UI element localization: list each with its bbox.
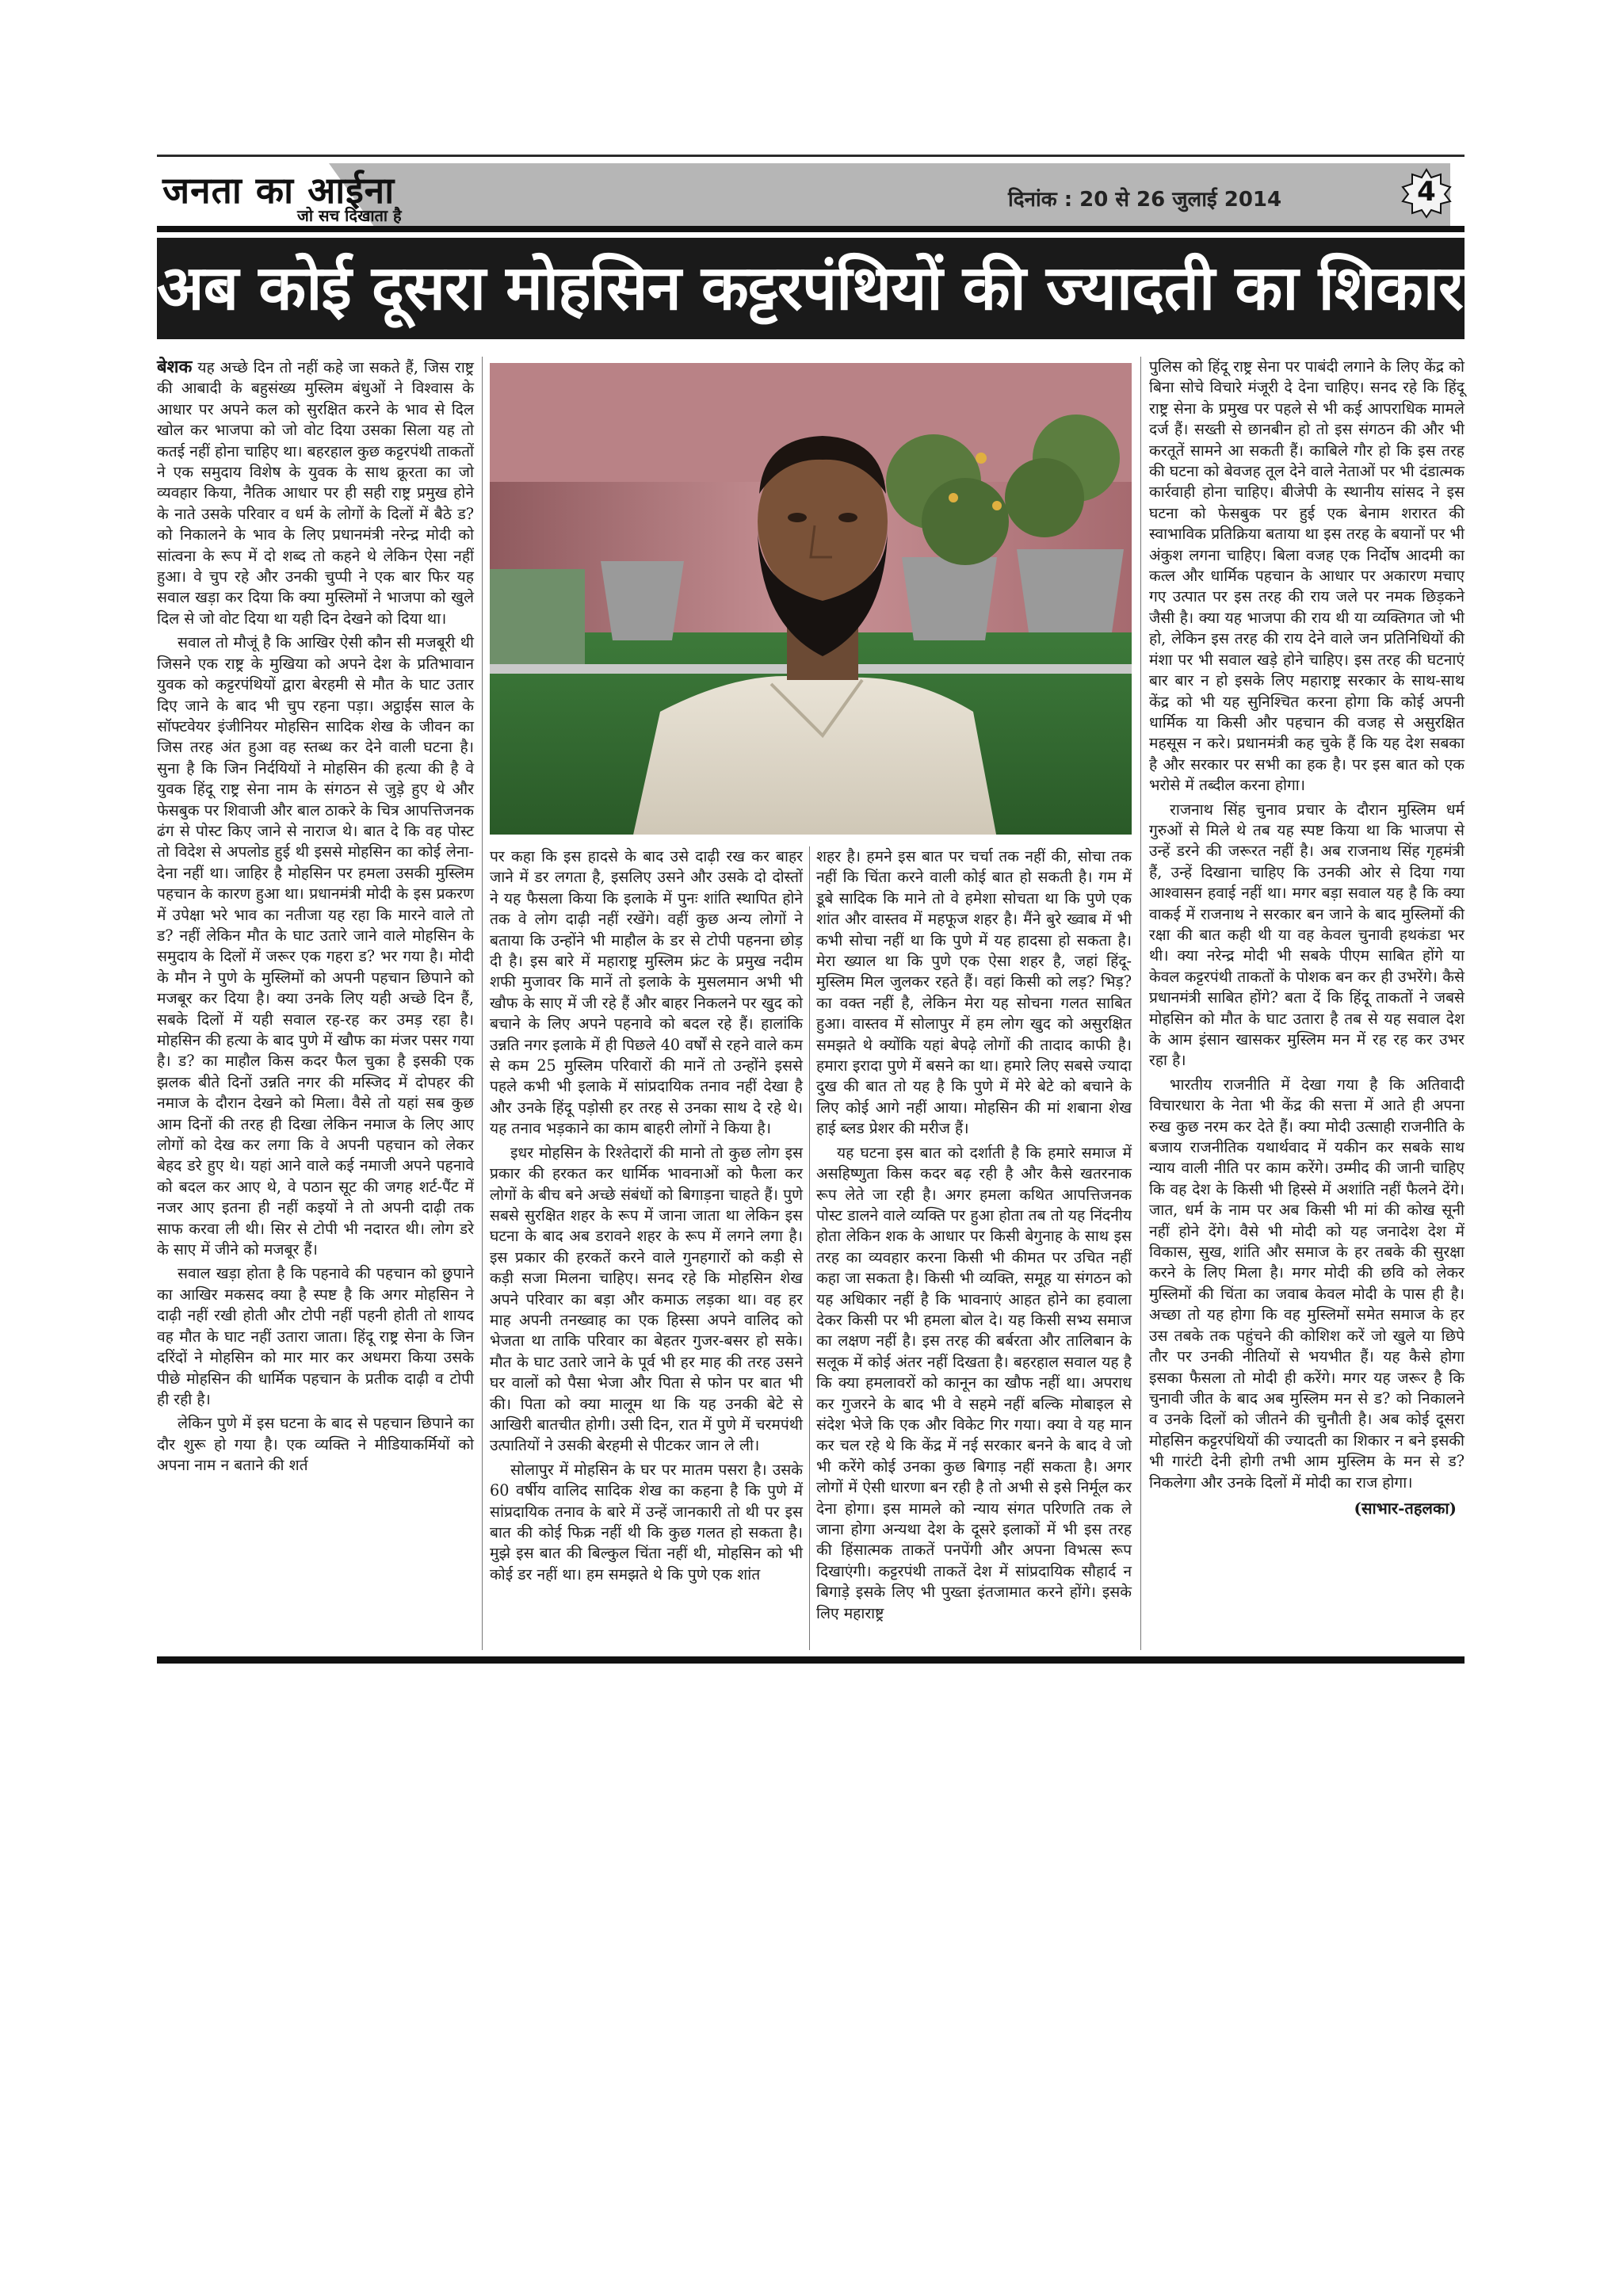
paragraph <box>157 357 474 629</box>
column-divider <box>482 357 483 1650</box>
paragraph: राजनाथ सिंह चुनाव प्रचार के दौरान मुस्लिम धर्म गुरुओं से मिले थे तब यह स्पष्ट किया था कि भाजपा से उन्हें डरने की जरूरत नहीं है। अब राजनाथ सिंह गृहमंत्री हैं, उन्हें दिखाना चाहिए कि उनकी ओर से दिया गया आश्वासन हवाई नहीं था। मगर बड़ा सवाल यह है कि क्या वाकई में राजनाथ ने सरकार बन जाने के बाद मुस्लिमों की रक्षा की बात कही थी या वह केवल चुनावी हथकंडा भर थी। क्या नरेन्द्र मोदी भी सबके पीएम साबित होंगे या केवल कट्टरपंथी ताकतों के पोशक बन कर ही उभरेंगे। कैसे प्रधानमंत्री साबित होंगे? बता दें कि हिंदू ताकतों ने जबसे मोहसिन को मौत के घाट उतारा है तब से यह सवाल देश के आम इंसान खासकर मुस्लिम मन में रह रह कर उभर रहा है। <box>1149 800 1465 1070</box>
paragraph: सवाल खड़ा होता है कि पहनावे की पहचान को छुपाने का आखिर मकसद क्या है स्पष्ट है कि अगर मोहसिन ने दाढ़ी नहीं रखी होती और टोपी नहीं पहनी होती तो शायद वह मौत के घाट नहीं उतारा जाता। हिंदू राष्ट्र सेना के जिन दरिंदों ने मोहसिन को मार मार कर अधमरा किया उसके पीछे मोहसिन की धार्मिक पहचान के प्रतीक दाढ़ी व टोपी ही रही है। <box>157 1264 474 1408</box>
article-column-1 <box>157 357 474 1480</box>
masthead-title: जनता का आईना <box>162 169 395 212</box>
lead-word: बेशक <box>157 357 193 377</box>
page-number-badge <box>1401 168 1452 219</box>
masthead-tagline: जो सच दिखाता है <box>297 206 402 225</box>
column-divider <box>1140 357 1141 1650</box>
paragraph: भारतीय राजनीति में देखा गया है कि अतिवादी विचारधारा के नेता भी केंद्र की सत्ता में आते ही अपना रुख कुछ नरम कर देते हैं। क्या मोदी उत्साही राजनीति के बजाय राजनीतिक यथार्थवाद में यकीन कर सबके साथ न्याय वाली नीति पर काम करेंगे। उम्मीद की जानी चाहिए कि वह देश के किसी भी हिस्से में अशांति नहीं फैलने देंगे। जात, धर्म के नाम पर अब किसी भी मां की कोख सूनी नहीं होने देंगे। वैसे भी मोदी को यह जनादेश देश में विकास, सुख, शांति और समाज के हर तबके की सुरक्षा करने के लिए मिला है। मगर मोदी की छवि को लेकर मुस्लिमों की चिंता का जवाब केवल मोदी के पास ही है। अच्छा तो यह होगा कि वह मुस्लिमों समेत समाज के हर उस तबके तक पहुंचने की कोशिश करें जो खुले या छिपे तौर पर उनकी नीतियों से भयभीत हैं। यह कैसे होगा इसका फैसला तो मोदी ही करेंगे। मगर यह जरूर है कि चुनावी जीत के बाद अब मुस्लिम मन से ड? को निकालने व उनके दिलों को जीतने की चुनौती है। अब कोई दूसरा मोहसिन कट्टरपंथियों की ज्यादती का शिकार न बने इसकी भी गारंटी देनी होगी तभी आम मुस्लिम के मन से ड? निकलेगा और उनके दिलों में मोदी का राज होगा। <box>1149 1075 1465 1492</box>
header-rule <box>157 226 1465 232</box>
paragraph: इधर मोहसिन के रिश्तेदारों की मानो तो कुछ लोग इस प्रकार की हरकत कर धार्मिक भावनाओं को फैला कर लोगों के बीच बने अच्छे संबंधों को बिगाड़ना चाहते हैं। पुणे सबसे सुरक्षित शहर के रूप में जाना जाता था लेकिन इस घटना के बाद अब डरावने शहर के रूप में लगने लगा है। इस प्रकार की हरकतें करने वाले गुनहगारों को कड़ी से कड़ी सजा मिलना चाहिए। सनद रहे कि मोहसिन शेख अपने परिवार का बड़ा और कमाऊ लड़का था। वह हर माह अपनी तनख्वाह का एक हिस्सा अपने वालिद को भेजता था ताकि परिवार का बेहतर गुजर-बसर हो सके। मौत के घाट उतारे जाने के पूर्व भी हर माह की तरह उसने घर वालों को पैसा भेजा और पिता से फोन पर बात भी की। पिता को क्या मालूम था कि यह उनकी बेटे से आखिरी बातचीत होगी। उसी दिन, रात में पुणे में चरमपंथी उत्पातियों ने उसकी बेरहमी से पीटकर जान ले ली। <box>490 1143 803 1455</box>
page-number: 4 <box>1417 176 1436 208</box>
portrait-photo <box>490 363 1132 835</box>
article-column-3 <box>816 846 1132 1627</box>
photo-image <box>490 363 1132 835</box>
article-column-4 <box>1149 357 1465 1519</box>
article-column-2 <box>490 846 803 1588</box>
masthead <box>162 165 402 225</box>
paragraph-text: यह अच्छे दिन तो नहीं कहे जा सकते हैं, जिस राष्ट्र की आबादी के बहुसंख्य मुस्लिम बंधुओं ने विश्वास के आधार पर अपने कल को सुरक्षित करने के भाव से दिल खोल कर भाजपा को जो वोट दिया उसका सिला यह तो कतई नहीं होना चाहिए था। बहरहाल कुछ कट्टरपंथी ताकतों ने एक समुदाय विशेष के युवक के साथ क्रूरता का जो व्यवहार किया, नैतिक आधार पर ही सही राष्ट्र प्रमुख होने के नाते उसके परिवार व धर्म के लोगों के दिलों में बैठे ड? को निकालने के भाव के लिए प्रधानमंत्री नरेन्द्र मोदी को सांत्वना के रूप में दो शब्द तो कहने थे लेकिन ऐसा नहीं हुआ। वे चुप रहे और उनकी चुप्पी ने एक बार फिर यह सवाल खड़ा कर दिया कि क्या मुस्लिमों ने भाजपा को खुले दिल से जो वोट दिया था यही दिन देखने को दिया था। <box>157 358 474 628</box>
headline: अब कोई दूसरा मोहसिन कट्टरपंथियों की ज्यादती का शिकार न बने <box>157 253 1606 324</box>
source-credit: (साभार-तहलका) <box>1354 1498 1457 1518</box>
top-rule <box>157 155 1465 157</box>
issue-date: दिनांक : 20 से 26 जुलाई 2014 <box>1008 188 1282 212</box>
header-band <box>376 163 1450 230</box>
paragraph: यह घटना इस बात को दर्शाती है कि हमारे समाज में असहिष्णुता किस कदर बढ़ रही है और कैसे खतरनाक रूप लेते जा रही है। अगर हमला कथित आपत्तिजनक पोस्ट डालने वाले व्यक्ति पर हुआ होता तब तो यह निंदनीय होता लेकिन शक के आधार पर किसी बेगुनाह के साथ इस तरह का व्यवहार करना किसी भी कीमत पर उचित नहीं कहा जा सकता है। किसी भी व्यक्ति, समूह या संगठन को यह अधिकार नहीं है कि भावनाएं आहत होने का हवाला देकर किसी पर भी हमला बोल दे। यह किसी सभ्य समाज का लक्षण नहीं है। इस तरह की बर्बरता और तालिबान के सलूक में कोई अंतर नहीं दिखता है। बहरहाल सवाल यह है कि क्या हमलावरों को कानून का खौफ नहीं था। अपराध कर गुजरने के बाद भी वे सहमे नहीं बल्कि मोबाइल से संदेश भेजे कि एक और विकेट गिर गया। क्या वे यह मान कर चल रहे थे कि केंद्र में नई सरकार बनने के बाद वे जो भी करेंगे कोई उनका कुछ बिगाड़ नहीं सकता है। अगर लोगों में ऐसी धारणा बन रही है तो अभी से इसे निर्मूल कर देना होगा। इस मामले को न्याय संगत परिणति तक ले जाना होगा अन्यथा देश के दूसरे इलाकों में भी इस तरह की हिंसात्मक ताकतें पनपेंगी और अपना विभत्स रूप दिखाएंगी। कट्टरपंथी ताकतें देश में सांप्रदायिक सौहार्द न बिगाड़े इसके लिए भी पुख्ता इंतजामात करने होंगे। इसके लिए महाराष्ट्र <box>816 1143 1132 1622</box>
paragraph: सोलापुर में मोहसिन के घर पर मातम पसरा है। उसके 60 वर्षीय वालिद सादिक शेख का कहना है कि पुणे में सांप्रदायिक तनाव के बारे में उन्हें जानकारी तो थी पर इस बात की कोई फिक्र नहीं थी कि कुछ गलत हो सकता है। मुझे इस बात की बिल्कुल चिंता नहीं थी, मोहसिन को भी कोई डर नहीं था। हम समझते थे कि पुणे एक शांत <box>490 1460 803 1584</box>
paragraph: लेकिन पुणे में इस घटना के बाद से पहचान छिपाने का दौर शुरू हो गया है। एक व्यक्ति ने मीडियाकर्मियों को अपना नाम न बताने की शर्त <box>157 1414 474 1475</box>
paragraph: सवाल तो मौजूं है कि आखिर ऐसी कौन सी मजबूरी थी जिसने एक राष्ट्र के मुखिया को अपने देश के प्रतिभावान युवक को कट्टरपंथियों द्वारा बेरहमी से मौत के घाट उतार दिए जाने के बाद भी चुप रहना पड़ा। अट्ठाईस साल के सॉफ्टवेयर इंजीनियर मोहसिन सादिक शेख के जीवन का जिस तरह अंत हुआ वह स्तब्ध कर देने वाली घटना है। सुना है कि जिन निर्दयियों ने मोहसिन की हत्या की है वे युवक हिंदू राष्ट्र सेना नाम के संगठन से जुड़े हुए थे और फेसबुक पर शिवाजी और बाल ठाकरे के चित्र आपत्तिजनक ढंग से पोस्ट किए जाने से नाराज थे। बात दे कि वह पोस्ट तो विदेश से अपलोड हुई थी इससे मोहसिन का कोई लेना-देना नहीं था। जाहिर है मोहसिन पर हमला उसकी मुस्लिम पहचान के कारण हुआ था। प्रधानमंत्री मोदी के इस प्रकरण में उपेक्षा भरे भाव का नतीजा यह रहा कि मारने वाले तो ड? नहीं लेकिन मौत के घाट उतारे जाने वाले मोहसिन के समुदाय के दिलों में जरूर एक गहरा ड? भर गया है। मोदी के मौन ने पुणे के मुस्लिमों को अपनी पहचान छिपाने को मजबूर कर दिया है। क्या उनके लिए यही अच्छे दिन हैं, सबके दिलों में यही सवाल रह-रह कर उमड़ रहा है। मोहसिन की हत्या के बाद पुणे में खौफ का मंजर पसर गया है। ड? का माहौल किस कदर फैल चुका है इसकी एक झलक बीते दिनों उन्नति नगर की मस्जिद में दोपहर की नमाज के दौरान देखने को मिला। वैसे तो यहां सब कुछ आम दिनों की तरह ही दिखा लेकिन नमाज के लिए आए लोगों को देख कर लगा कि वे अपनी पहचान को लेकर बेहद डरे हुए थे। यहां आने वाले कई नमाजी अपने पहनावे को बदल कर आए थे, वे पठान सूट की जगह शर्ट-पैंट में नजर आए इतना ही नहीं कइयों ने तो अपनी दाढ़ी तक साफ करवा ली थी। सिर से टोपी भी नदारत थी। लोग डरे के साए में जीने को मजबूर हैं। <box>157 633 474 1259</box>
paragraph: शहर है। हमने इस बात पर चर्चा तक नहीं की, सोचा तक नहीं कि चिंता करने वाली कोई बात हो सकती है। गम में डूबे सादिक कि माने तो वे हमेशा सोचता था कि पुणे एक शांत और वास्तव में महफूज शहर है। मैंने बुरे ख्वाब में भी कभी सोचा नहीं था कि पुणे में यह हादसा हो सकता है। मेरा ख्याल था कि पुणे एक ऐसा शहर है, जहां हिंदू-मुस्लिम मिल जुलकर रहते हैं। वहां किसी को लड़? भिड़? का वक्त नहीं है, लेकिन मेरा यह सोचना गलत साबित हुआ। वास्तव में सोलापुर में हम लोग खुद को असुरक्षित समझते थे क्योंकि यहां बेपढ़े लोगों की तादाद काफी है। हमारा इरादा पुणे में बसने का था। हमारे लिए सबसे ज्यादा दुख की बात तो यह है कि पुणे में मेरे बेटे को बचाने के लिए कोई आगे नहीं आया। मोहसिन की मां शबाना शेख हाई ब्लड प्रेशर की मरीज हैं। <box>816 847 1132 1138</box>
column-divider <box>809 846 810 1650</box>
bottom-rule <box>157 1656 1465 1664</box>
headline-banner <box>157 238 1606 339</box>
paragraph: पर कहा कि इस हादसे के बाद उसे दाढ़ी रख कर बाहर जाने में डर लगता है, इसलिए उसने और उसके दो दोस्तों ने यह फैसला किया कि इलाके में पुनः शांति स्थापित होने तक वे लोग दाढ़ी नहीं रखेंगे। वहीं कुछ अन्य लोगों ने बताया कि उन्होंने भी माहौल के डर से टोपी पहनना छोड़ दी है। इस बारे में महाराष्ट्र मुस्लिम फ्रंट के प्रमुख नदीम शफी मुजावर कि मानें तो इलाके के मुसलमान अभी भी खौफ के साए में जी रहे हैं और बाहर निकलने पर खुद को बचाने के लिए अपने पहनावे को बदल रहे हैं। हालांकि उन्नति नगर इलाके में ही पिछले 40 वर्षों से रहने वाले कम से कम 25 मुस्लिम परिवारों की मानें तो उन्होंने इससे पहले कभी भी इलाके में सांप्रदायिक तनाव नहीं देखा है और उनके हिंदू पड़ोसी हर तरह से उनका साथ दे रहे थे। यह तनाव भड़काने का काम बाहरी लोगों ने किया है। <box>490 847 803 1138</box>
paragraph: पुलिस को हिंदू राष्ट्र सेना पर पाबंदी लगाने के लिए केंद्र को बिना सोचे विचारे मंजूरी दे देना चाहिए। सनद रहे कि हिंदू राष्ट्र सेना के प्रमुख पर पहले से भी कई आपराधिक मामले दर्ज हैं। सख्ती से छानबीन हो तो इस संगठन की और भी करतूतें सामने आ सकती हैं। काबिले गौर हो कि इस तरह की घटना को बेवजह तूल देने वाले नेताओं पर भी दंडात्मक कार्रवाही होना चाहिए। बीजेपी के स्थानीय सांसद ने इस घटना को फेसबुक पर हुई एक बेनाम शरारत की स्वाभाविक प्रतिक्रिया बताया था इस तरह के बयानों पर भी अंकुश लगना चाहिए। बिला वजह एक निर्दोष आदमी का कत्ल और धार्मिक पहचान के आधार पर अकारण मचाए गए उत्पात पर इस तरह की राय जले पर नमक छिड़कने जैसी है। क्या यह भाजपा की राय थी या व्यक्तिगत जो भी हो, लेकिन इस तरह की राय देने वाले जन प्रतिनिधियों की मंशा पर भी सवाल खड़े होने चाहिए। इस तरह की घटनाएं बार बार न हो इसके लिए महाराष्ट्र सरकार के साथ-साथ केंद्र को भी यह सुनिश्चित करना होगा कि कोई अपनी धार्मिक या किसी और पहचान की वजह से असुरक्षित महसूस न करे। प्रधानमंत्री कह चुके हैं कि यह देश सबका है और सरकार पर सभी का हक है। पर इस बात को एक भरोसे में तब्दील करना होगा। <box>1149 357 1465 795</box>
